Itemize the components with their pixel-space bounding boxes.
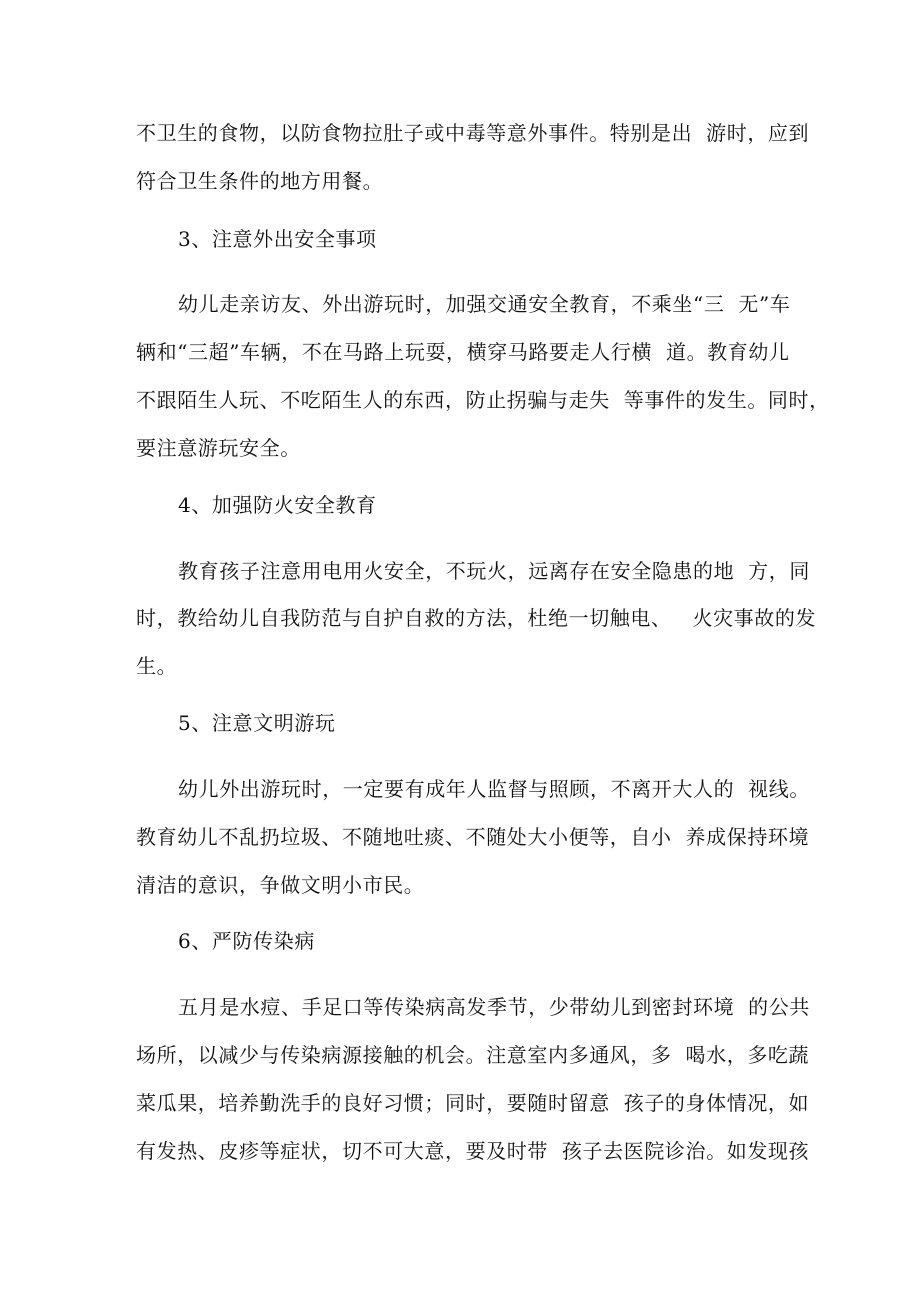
paragraph-fire-safety-line-2: 时，教给幼儿自我防范与自护自救的方法，杜绝一切触电、 火灾事故的发 <box>136 606 817 630</box>
heading-fire-safety: 4、加强防火安全教育 <box>178 493 377 517</box>
paragraph-infectious-disease-line-3: 菜瓜果，培养勤洗手的良好习惯；同时，要随时留意 孩子的身体情况，如 <box>136 1091 810 1115</box>
paragraph-fire-safety-line-1: 教育孩子注意用电用火安全，不玩火，远离存在安全隐患的地 方，同 <box>178 559 810 583</box>
paragraph-civilized-travel-line-3: 清洁的意识，争做文明小市民。 <box>136 873 425 897</box>
paragraph-food-hygiene-line-1: 不卫生的食物，以防食物拉肚子或中毒等意外事件。特别是出 游时，应到 <box>136 121 810 145</box>
heading-outdoor-safety: 3、注意外出安全事项 <box>178 227 377 251</box>
paragraph-infectious-disease-line-4: 有发热、皮疹等症状，切不可大意，要及时带 孩子去医院诊治。如发现孩 <box>136 1139 810 1163</box>
paragraph-fire-safety-line-3: 生。 <box>136 654 178 678</box>
heading-civilized-travel: 5、注意文明游玩 <box>178 711 336 735</box>
paragraph-outdoor-safety-line-3: 不跟陌生人玩、不吃陌生人的东西，防止拐骗与走失 等事件的发生。同时， <box>136 388 830 412</box>
paragraph-civilized-travel-line-2: 教育幼儿不乱扔垃圾、不随地吐痰、不随处大小便等，自小 养成保持环境 <box>136 825 810 849</box>
paragraph-outdoor-safety-line-4: 要注意游玩安全。 <box>136 436 301 460</box>
paragraph-infectious-disease-line-1: 五月是水痘、手足口等传染病高发季节，少带幼儿到密封环境 的公共 <box>178 995 810 1019</box>
paragraph-outdoor-safety-line-2: 辆和“三超”车辆，不在马路上玩耍，横穿马路要走人行横 道。教育幼儿 <box>136 340 790 364</box>
paragraph-infectious-disease-line-2: 场所，以减少与传染病源接触的机会。注意室内多通风，多 喝水，多吃蔬 <box>136 1043 810 1067</box>
paragraph-food-hygiene-line-2: 符合卫生条件的地方用餐。 <box>136 169 384 193</box>
paragraph-civilized-travel-line-1: 幼儿外出游玩时，一定要有成年人监督与照顾，不离开大人的 视线。 <box>178 777 810 801</box>
paragraph-outdoor-safety-line-1: 幼儿走亲访友、外出游玩时，加强交通安全教育，不乘坐“三 无”车 <box>178 292 791 316</box>
heading-infectious-disease: 6、严防传染病 <box>178 929 315 953</box>
